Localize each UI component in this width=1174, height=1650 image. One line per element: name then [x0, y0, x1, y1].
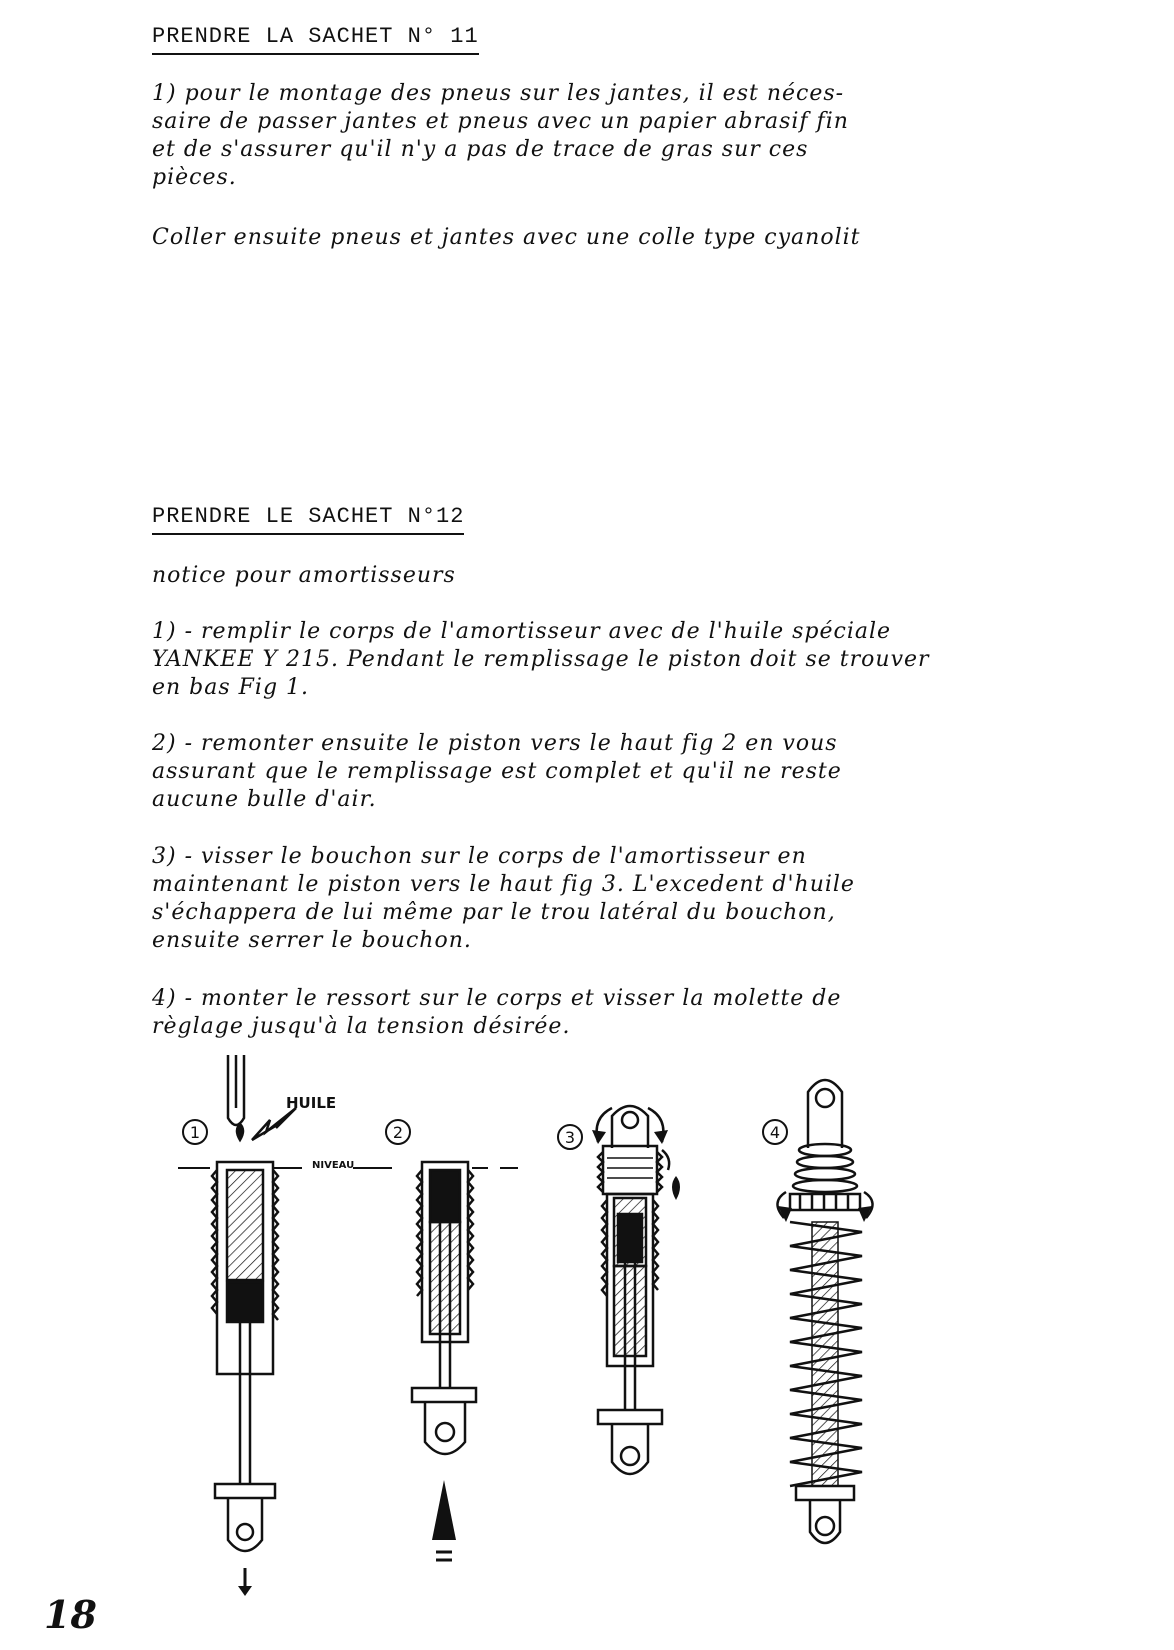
page-number: 18: [44, 1592, 97, 1637]
oil-arrow-icon: [252, 1108, 296, 1140]
svg-text:3: 3: [564, 1128, 576, 1147]
adjuster-thread: [793, 1144, 857, 1192]
rotation-arrowheads: [592, 1130, 668, 1144]
text-line: aucune bulle d'air.: [152, 787, 377, 812]
screw-cap: [603, 1146, 657, 1194]
text-line: règlage jusqu'à la tension désirée.: [152, 1014, 571, 1039]
section-12-heading: PRENDRE LE SACHET N°12: [152, 504, 464, 535]
text-line: 1) - remplir le corps de l'amortisseur avec de l'huile spéciale: [152, 619, 892, 644]
text-line: notice pour amortisseurs: [152, 563, 456, 588]
text-line: assurant que le remplissage est complet et qu'il ne reste: [152, 759, 842, 784]
oil-drop-icon: [237, 1124, 243, 1140]
fig-4-shock: [777, 1080, 872, 1543]
down-arrow-icon: [238, 1568, 252, 1596]
svg-text:1: 1: [189, 1123, 201, 1142]
text-line: saire de passer jantes et pneus avec un papier abrasif fin: [152, 109, 849, 134]
fig-number-3: [558, 1125, 582, 1149]
text-line: 2) - remonter ensuite le piston vers le haut fig 2 en vous: [152, 731, 838, 756]
text-line: pièces.: [152, 165, 237, 190]
push-up-arrow-icon: [432, 1480, 456, 1560]
overflow-drop-icon: [662, 1150, 680, 1200]
oil-label: HUILE: [286, 1094, 337, 1112]
fig-number-1: [183, 1120, 207, 1144]
fig-3-shock: [597, 1106, 664, 1474]
fig-number-4: [763, 1120, 787, 1144]
text-line: s'échappera de lui même par le trou latéral du bouchon,: [152, 900, 836, 925]
text-line: et de s'assurer qu'il n'y a pas de trace de gras sur ces: [152, 137, 809, 162]
svg-text:2: 2: [392, 1123, 404, 1142]
section-11-heading: PRENDRE LA SACHET N° 11: [152, 24, 479, 55]
level-label: NIVEAU: [312, 1160, 355, 1171]
text-line: en bas Fig 1.: [152, 675, 310, 700]
text-line: YANKEE Y 215. Pendant le remplissage le piston doit se trouver: [152, 647, 930, 672]
text-line: ensuite serrer le bouchon.: [152, 928, 472, 953]
text-line: Coller ensuite pneus et jantes avec une colle type cyanolit: [152, 225, 861, 250]
svg-text:4: 4: [769, 1123, 781, 1142]
text-line: 4) - monter le ressort sur le corps et visser la molette de: [152, 986, 842, 1011]
text-line: maintenant le piston vers le haut fig 3. L'excedent d'huile: [152, 872, 855, 897]
text-line: 1) pour le montage des pneus sur les jantes, il est néces-: [152, 81, 845, 106]
text-line: 3) - visser le bouchon sur le corps de l'amortisseur en: [152, 844, 807, 869]
fig-2-shock: [412, 1162, 476, 1454]
fig-number-2: [386, 1120, 410, 1144]
